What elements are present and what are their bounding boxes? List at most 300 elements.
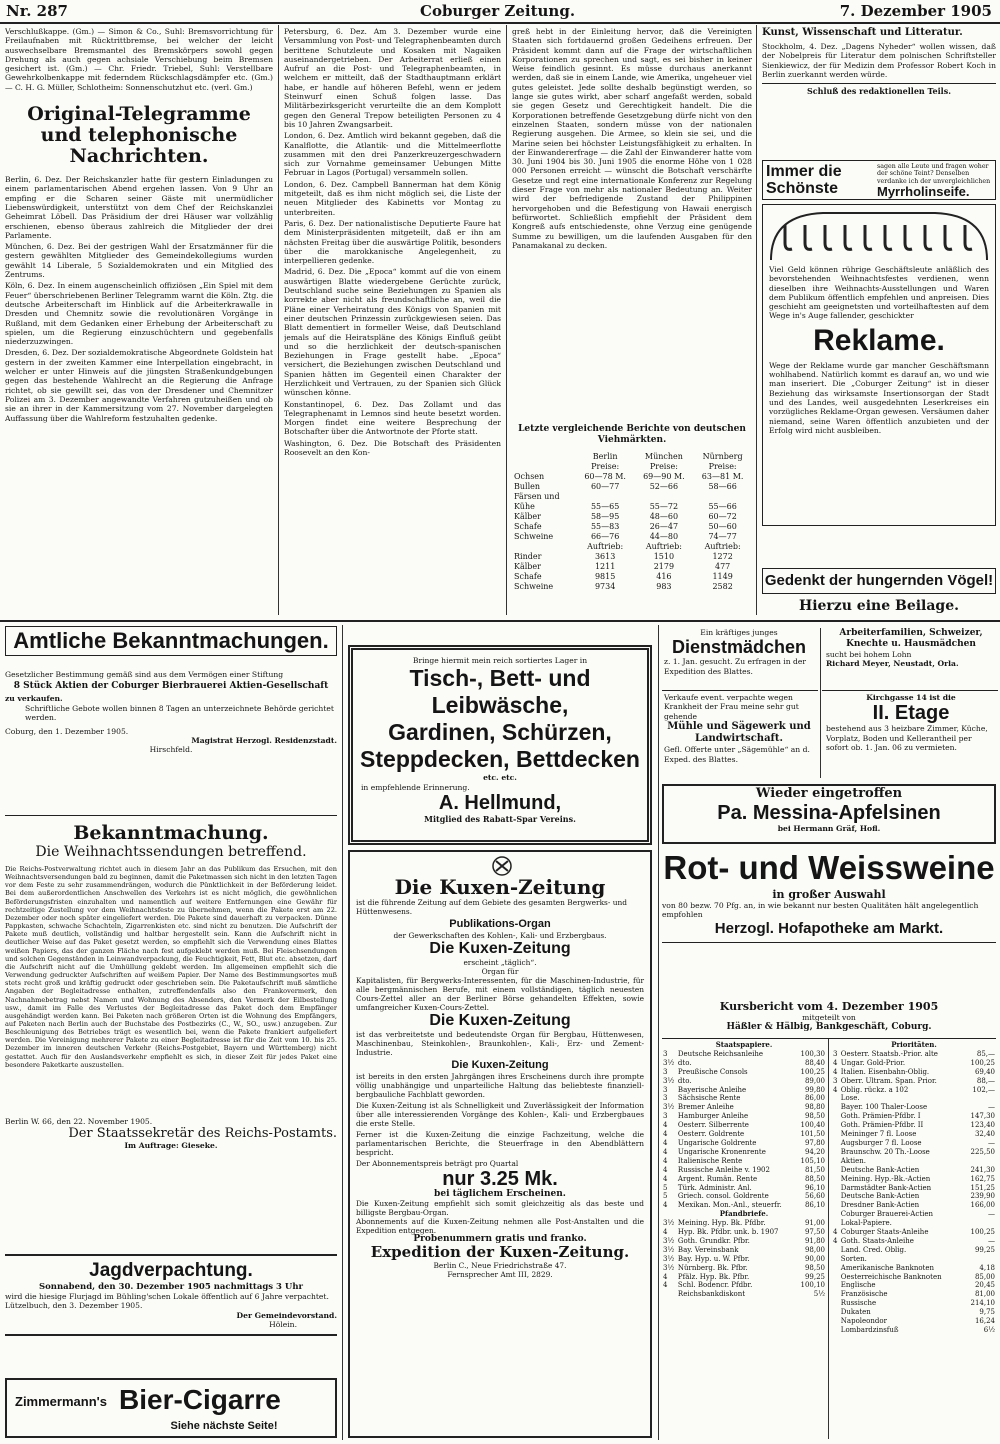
stock-price: — xyxy=(988,1210,995,1219)
stock-price: 239,90 xyxy=(970,1192,995,1201)
stock-rate: 4 xyxy=(663,1165,668,1174)
stock-rate xyxy=(832,1255,840,1264)
kuxen-title4: Die Kuxen-Zeitung xyxy=(451,1059,549,1071)
stock-group-header xyxy=(832,1041,996,1050)
stock-name: Lokal-Papiere. xyxy=(840,1219,892,1228)
stock-name: Englische xyxy=(840,1281,876,1290)
postal-title: Bekanntmachung. xyxy=(5,815,337,844)
stock-row xyxy=(662,1246,826,1255)
hunting-sign2: Hölein. xyxy=(269,1320,297,1330)
kuxen-organ-sub: der Gewerkschaften des Kohlen-, Kali- und Erzbergbaus. xyxy=(393,931,607,940)
column-2 xyxy=(284,27,501,615)
stock-rate: 3½ xyxy=(663,1236,675,1245)
kuxen-daily: erscheint „täglich“. xyxy=(463,958,537,967)
market-value: 52—66 xyxy=(649,482,679,491)
market-row xyxy=(512,562,752,572)
stock-rate xyxy=(832,1112,840,1121)
stock-name: Augsburger 7 fl. Loose xyxy=(840,1138,922,1147)
market-city: Nürnberg xyxy=(702,452,743,461)
stock-price: — xyxy=(988,1103,995,1112)
kuxen-organ: Publikations-Organ xyxy=(449,918,551,930)
stock-name: dto. xyxy=(677,1058,692,1067)
hunting-date: Sonnabend, den 30. Dezember 1905 nachmittags 3 Uhr xyxy=(39,1282,303,1292)
oranges-dealer: bei Hermann Gräf, Hofl. xyxy=(777,824,881,833)
stock-price: 20,45 xyxy=(974,1281,995,1290)
stock-row xyxy=(832,1201,996,1210)
stock-price: 88,40 xyxy=(804,1058,825,1067)
stock-rate xyxy=(832,1201,840,1210)
stock-price: 98,00 xyxy=(804,1245,825,1254)
issue-number: Nr. 287 xyxy=(6,2,68,20)
market-row xyxy=(512,532,752,542)
column-3 xyxy=(512,27,752,417)
stock-price: 56,60 xyxy=(804,1192,825,1201)
stock-price: 81,50 xyxy=(804,1165,825,1174)
official-sign: Magistrat Herzogl. Residenzstadt. xyxy=(191,736,337,746)
workers-title: Arbeiterfamilien, Schweizer, Knechte u. Hausmädchen xyxy=(839,628,983,649)
stock-price: — xyxy=(988,1138,995,1147)
stock-price: 4,18 xyxy=(979,1263,995,1272)
stock-rate: 3½ xyxy=(663,1254,675,1263)
kuxen-organ2: Organ für xyxy=(481,967,519,976)
reklame-body xyxy=(769,265,989,520)
stock-price: 162,75 xyxy=(970,1174,995,1183)
stock-price: 69,40 xyxy=(974,1067,995,1076)
news-madrid: Madrid, 6. Dez. Die „Epoca“ kommt auf die von einem auswärtigen Blatte wiedergebene Gerüchte zurück, Deutschland suche seine Beziehungen zu Spanien als korrekte aber nicht als freundschaftliche an, weil die Pläne einer Verheiratung des Königs von Spanien mit einer deutschen Prinzessin zurückgewiesen seien. Das Blatt dementiert in formeller Weise, daß Deutschland jemals auf die Heiratspläne des Königs Einfluß geübt und so die herzlichkeit der deutsch-spanischen Beziehungen in Frage gestellt habe. „Epoca“ versichert, die Beziehungen zwischen Deutschland und Spanien hätten im Gegenteil einen Charakter der Herzlichkeit und Vertrauen, zu der Spanien sich Glück wünschen könne. xyxy=(284,267,501,398)
news-koeln: Köln, 6. Dez. In einem augenscheinlich offiziösen „Ein Spiel mit dem Feuer“ überschriebenen Berliner Telegramm warnt die Köln. Ztg. die deutsche Arbeiterschaft im Hinblick auf die Arbeiterkrawalle in Dresden und Chemnitz sowie die revolutionären Vorgänge in Rußland, mit dem Gedanken einer Erhebung der Arbeiterschaft zu spielen, um die Regierung einzuschüchtern und gegebenfalls niederzuzwingen. xyxy=(5,281,273,347)
stock-name: Italienische Rente xyxy=(677,1156,743,1165)
hellmund-intro: Bringe hiermit mein reich sortiertes Lager in xyxy=(412,656,588,665)
stock-row xyxy=(832,1237,996,1246)
stock-name: Bremer Anleihe xyxy=(677,1103,734,1112)
stock-name: Pfälz. Hyp. Bk. Pfbr. xyxy=(677,1272,750,1281)
stock-price: 6½ xyxy=(983,1326,995,1334)
stock-name: Goth. Prämien-Pfdbr. I xyxy=(840,1112,921,1121)
hellmund-ad xyxy=(348,645,652,845)
kuxen-text7: Die Kuxen-Zeitung empfiehlt sich somit gleichzeitig als das beste und billigste Bergbau-Organ. xyxy=(356,1199,644,1217)
telegram-heading: Original-Telegramme und telephonische Nachrichten. xyxy=(27,103,251,168)
stock-name: Aktien. xyxy=(840,1156,867,1165)
market-value: 55—83 xyxy=(590,522,620,531)
workers-ad xyxy=(826,628,996,669)
stock-price: 86,00 xyxy=(804,1094,825,1103)
hellmund-line3: Steppdecken, Bettdecken xyxy=(360,746,640,773)
apartment-ad xyxy=(826,693,996,753)
official-intro: Gesetzlicher Bestimmung gemäß sind aus dem Vermögen einer Stiftung xyxy=(5,670,284,679)
stock-price: 32,40 xyxy=(974,1130,995,1139)
stock-row xyxy=(662,1237,826,1246)
stock-row xyxy=(832,1068,996,1077)
market-row xyxy=(512,512,752,522)
market-value: 60—72 xyxy=(708,512,737,521)
market-label: Schafe xyxy=(514,522,542,531)
stock-row xyxy=(832,1086,996,1095)
market-value: 63—81 M. xyxy=(701,472,744,481)
stock-name: Ungarische Kronenrente xyxy=(677,1147,766,1156)
stock-rate: 4 xyxy=(833,1236,838,1245)
stock-sub: mitgeteilt von xyxy=(802,1013,856,1022)
cigar-note: Siehe nächste Seite! xyxy=(170,1420,278,1432)
stock-rate xyxy=(832,1157,840,1166)
stock-rate: 3½ xyxy=(663,1076,675,1085)
market-value: 60—78 M. xyxy=(584,472,626,481)
column-1 xyxy=(5,27,273,615)
mill-text2: Gefl. Offerte unter „Sägemühle“ an d. Exped. des Blattes. xyxy=(664,745,810,764)
kuxen-probe: Probenummern gratis und franko. xyxy=(413,1234,587,1244)
kuxen-text6: Ferner ist die Kuxen-Zeitung die einzige Fachzeitung, welche die parlamentarischen Berichte, die Steuerfrage in den Abendblättern bespricht. xyxy=(356,1130,644,1157)
stock-price: 9,75 xyxy=(979,1308,995,1317)
stock-row xyxy=(662,1086,826,1095)
stock-name: Bayer. 100 Thaler-Loose xyxy=(840,1103,928,1112)
stock-row xyxy=(662,1121,826,1130)
ornament-border-icon xyxy=(763,205,995,265)
stock-title: Kursbericht vom 4. Dezember 1905 xyxy=(719,1000,939,1013)
stock-price: 99,25 xyxy=(804,1272,825,1281)
stock-rate xyxy=(832,1273,840,1282)
stock-row xyxy=(662,1290,826,1299)
market-row xyxy=(512,582,752,592)
stock-name: Oesterreichische Banknoten xyxy=(840,1272,942,1281)
stock-price xyxy=(964,1157,996,1166)
reklame-word: Reklame. xyxy=(813,323,945,357)
stock-rate xyxy=(832,1246,840,1255)
stock-name: Italien. Eisenbahn-Oblig. xyxy=(840,1067,930,1076)
stock-rate xyxy=(832,1326,840,1335)
stock-rate xyxy=(832,1264,840,1273)
postal-sign2: Im Auftrage: Gieseke. xyxy=(124,1141,218,1151)
stock-price: 166,00 xyxy=(970,1201,995,1210)
stock-name: Oberr. Ultram. Span. Prior. xyxy=(840,1076,937,1085)
stock-row xyxy=(832,1166,996,1175)
kuxen-title3: Die Kuxen-Zeitung xyxy=(429,1012,571,1029)
stock-name: Deutsche Reichsanleihe xyxy=(677,1049,764,1058)
stock-rate xyxy=(832,1281,840,1290)
reklame-text-b: Wege der Reklame wurde gar mancher Geschäftsmann wohlhabend. Natürlich kommt es darauf an, wo und wie man inseriert. Die „Coburger Zeitung“ ist in dieser Beziehung das wirksamste Insertionsorgan der Stadt und des Landes, weil ausgedehnten Leserkreises ein vorzügliches Reklame-Organ gewesen. Versäumen daher niemand, seine Waren öffentlich anzubieten und der Erfolg wird nicht ausbleiben. xyxy=(769,360,989,435)
market-value: 58—95 xyxy=(590,512,620,521)
stock-name: Meining. Hyp. Bk. Pfdbr. xyxy=(677,1219,766,1228)
birds-appeal: Gedenkt der hungernden Vögel! xyxy=(762,568,996,594)
market-label: Schweine xyxy=(514,582,554,591)
stock-name: Land. Cred. Oblig. xyxy=(840,1245,907,1254)
kuxen-text3: ist das verbreitetste und bedeutendste Organ für Bergbau, Hüttenwesen, Maschinenbau, Steinkohlen-, Braunkohlen-, Kali-, Erz- und Zement-Industrie. xyxy=(356,1030,644,1057)
stock-price: 98,50 xyxy=(804,1112,825,1121)
stock-row xyxy=(662,1112,826,1121)
cattle-market-report xyxy=(512,424,752,592)
stock-row xyxy=(832,1192,996,1201)
ornament-hook-icon xyxy=(845,225,852,249)
news-konstantinopel: Konstantinopel, 6. Dez. Das Zollamt und das Telegraphenamt in Lemnos sind heute besetzt worden. Morgen findet eine weitere Besprechung der Botschafter über die Antwortnote der Pforte statt. xyxy=(284,399,501,437)
news-petersburg: Petersburg, 6. Dez. Am 3. Dezember wurde eine Versammlung von Post- und Telegraphenbeamten durch berittene Schutzleute und Kosaken mit Nagaiken auseinandergetrieben. Der Arbeiterrat erließ einen Aufruf an die Post- und Telegraphenbeamten, in welchem er mitteilt, daß der Stadthauptmann erklärt habe, er handle auf höheren Befehl, wenn er jedem Steinwurf einen Schuß folgen lasse. Das Militärbezirksgericht verurteilte die an dem Komplott gegen den General Trepow beteiligten Personen zu 4 bis 10 Jahren Zwangsarbeit. xyxy=(284,27,501,129)
stock-price: 151,25 xyxy=(970,1183,995,1192)
stock-rate xyxy=(832,1308,840,1317)
market-row xyxy=(512,472,752,482)
stock-rate xyxy=(832,1148,840,1157)
stock-row xyxy=(662,1166,826,1175)
stock-rate: 3 xyxy=(663,1067,668,1076)
ornament-hook-icon xyxy=(885,225,892,249)
kuxen-body xyxy=(350,852,650,1279)
stock-row xyxy=(832,1184,996,1193)
kuxen-ad xyxy=(348,850,652,1438)
stock-price xyxy=(964,1219,996,1228)
stock-row xyxy=(832,1077,996,1086)
ornament-hook-icon xyxy=(945,225,952,249)
stock-rate: 3 xyxy=(663,1085,668,1094)
stock-rate: 4 xyxy=(663,1281,668,1290)
wine-title: Rot- und Weissweine xyxy=(663,849,995,886)
postal-text: Die Reichs-Postverwaltung richtet auch in diesem Jahr an das Publikum das Ersuchen, mit den Weihnachtsversendungen bald zu beginnen, damit die Paketmassen sich nicht in den letzten Tagen vor dem Feste zu sehr zusammendrängen, wodurch die Pünktlichkeit in der Beförderung leidet. Bei dem außerordentlichen Anschwellen des Verkehrs ist es nicht möglich, die gewöhnlichen Beförderungsfristen einzuhalten und namentlich auf weitere Entfernungen eine Gewähr für rechtzeitige Zustellung vor dem Weihnachtsfeste zu übernehmen, wenn die Pakete erst am 22. Dezember oder noch später eingeliefert werden. Die Pakete sind dauerhaft zu verpacken. Dünne Pappkasten, schwache Schachteln, Zigarrenkisten etc. sind nicht zu benutzen. Die Aufschrift der Pakete muß deutlich, vollständig und haltbar hergestellt sein. Kann die Aufschrift nicht in deutlicher Weise auf das Paket gesetzt werden, so empfiehlt sich die Verwendung eines Blattes weißen Papiers, das der ganzen Fläche nach fest aufgeklebt werden muß. Bei Fleischsendungen und solchen Gegenständen in Leinwandverpackung, die Feuchtigkeit, Fett, Blut etc. absetzen, darf die Aufschrift nicht auf die Umhüllung geklebt werden. Im allgemeinen empfiehlt sich die Verwendung gedruckter Aufschriften auf weißem Papier. Der Name des Bestimmungsortes muß stets recht groß und kräftig gedruckt oder geschrieben sein. Die Paketaufschrift muß sämtliche Angaben der Begleitadresse enthalten, zutreffendenfalls also den Frankovermerk, den Nachnahmebetrag nebst Namen und Wohnung des Absenders, den Vermerk der Eilbestellung usw., damit im Falle des Verlustes der Begleitadresse das Paket doch dem Empfänger ausgehändigt werden kann. Bei Paketen nach größeren Orten ist die Wohnung des Empfängers, auf Paketen nach Berlin auch der Buchstabe des Postbezirks (C., W., SO., usw.) anzugeben. Zur Beschleunigung des Betriebes trägt es wesentlich bei, wenn die Pakete frankiert aufgeliefert werden. Die Vereinigung mehrerer Pakete zu einer Begleitadresse ist für die Zeit vom 10. bis 25. Dezember im inneren deutschen Verkehr (Reichs-Postgebiet, Bayern und Württemberg) nicht gestattet. Auch für den Auslandsverkehr empfiehlt es sich, in dieser Zeit für jedes Paket eine besondere Paketkarte auszustellen. xyxy=(5,865,337,1069)
stock-rate: 3 xyxy=(663,1112,668,1121)
stock-rate: 4 xyxy=(663,1156,668,1165)
stock-row xyxy=(662,1050,826,1059)
stock-name: Argent. Rumän. Rente xyxy=(677,1174,758,1183)
stock-rate: 3½ xyxy=(663,1058,675,1067)
market-value: 1211 xyxy=(594,562,616,571)
stock-group-title: Staatspapiere. xyxy=(715,1040,773,1049)
market-row xyxy=(512,492,752,502)
stock-price: 86,10 xyxy=(804,1201,825,1210)
stock-rate xyxy=(832,1139,840,1148)
market-value: 55—72 xyxy=(649,502,679,511)
market-label: Bullen xyxy=(514,482,541,491)
stock-rate: 5 xyxy=(663,1192,668,1201)
stock-price: 100,30 xyxy=(800,1049,825,1058)
postal-place: Berlin W. 66, den 22. November 1905. xyxy=(5,1117,153,1126)
market-value: 1272 xyxy=(712,552,733,561)
kuxen-price: nur 3.25 Mk. xyxy=(442,1168,558,1190)
stock-price: 100,25 xyxy=(970,1228,995,1237)
stock-row xyxy=(662,1255,826,1264)
stock-rate: 3 xyxy=(833,1076,838,1085)
stock-rate: 4 xyxy=(833,1228,838,1237)
mill-title: Mühle und Sägewerk und Landwirtschaft. xyxy=(667,721,811,745)
wine-sub: in großer Auswahl xyxy=(772,888,886,901)
kuxen-title2: Die Kuxen-Zeitung xyxy=(429,940,571,957)
stock-row xyxy=(832,1103,996,1112)
stock-row xyxy=(832,1112,996,1121)
maid-title: Dienstmädchen xyxy=(671,637,807,658)
stock-row xyxy=(832,1148,996,1157)
stock-rate: 4 xyxy=(663,1272,668,1281)
stock-row xyxy=(662,1228,826,1237)
market-value: 9815 xyxy=(594,572,616,581)
stock-price: 147,30 xyxy=(970,1112,995,1121)
stock-row xyxy=(662,1139,826,1148)
ornament-hook-icon xyxy=(825,225,832,249)
stock-name: Oesterr. Silberrente xyxy=(677,1121,749,1130)
stock-rate: 5 xyxy=(663,1183,668,1192)
maid-intro: Ein kräftiges junges xyxy=(700,628,778,637)
hunting-sign: Der Gemeindevorstand. xyxy=(236,1310,337,1320)
stock-name: dto. xyxy=(677,1076,692,1085)
stock-name: Griech. consol. Goldrente xyxy=(677,1192,769,1201)
stock-name: Goth. Grundkr. Pfbr. xyxy=(677,1236,750,1245)
stock-name: Türk. Administr. Anl. xyxy=(677,1183,752,1192)
kuxen-title: Die Kuxen-Zeitung xyxy=(394,875,606,899)
stock-row xyxy=(832,1317,996,1326)
ornament-hook-icon xyxy=(925,225,932,249)
stock-price: 90,00 xyxy=(804,1254,825,1263)
market-value: 2582 xyxy=(712,582,733,591)
column-4 xyxy=(762,27,996,96)
stock-price: 85,— xyxy=(976,1049,995,1058)
stock-row xyxy=(832,1246,996,1255)
stock-name: Goth. Prämien-Pfdbr. II xyxy=(840,1121,924,1130)
stock-row xyxy=(832,1139,996,1148)
official-text: Schriftliche Gebote wollen binnen 8 Tagen an unterzeichnete Behörde gerichtet werden. xyxy=(25,703,334,723)
stock-row xyxy=(662,1157,826,1166)
oranges-title: Wieder eingetroffen xyxy=(755,786,903,801)
stock-rate: 3½ xyxy=(663,1103,675,1112)
stock-row xyxy=(832,1326,996,1335)
issue-date: 7. Dezember 1905 xyxy=(839,2,992,20)
market-row xyxy=(512,482,752,492)
stock-price: 91,80 xyxy=(804,1236,825,1245)
kuxen-expedition: Expedition der Kuxen-Zeitung. xyxy=(370,1243,630,1261)
cigar-ad xyxy=(5,1378,337,1438)
stock-price: 214,10 xyxy=(970,1299,995,1308)
market-label: Kälber xyxy=(514,512,541,521)
stock-rate xyxy=(832,1219,840,1228)
stock-group-header xyxy=(662,1041,826,1050)
market-value xyxy=(635,492,694,502)
stock-rate: 4 xyxy=(833,1067,838,1076)
official-notices xyxy=(5,626,337,755)
stock-name: Ungarische Goldrente xyxy=(677,1138,757,1147)
market-value: 1510 xyxy=(653,552,675,561)
stock-price: 85,00 xyxy=(974,1272,995,1281)
stock-name: Deutsche Bank-Actien xyxy=(840,1165,920,1174)
market-value xyxy=(576,492,635,502)
mill-text1: Verkaufe event. verpachte wegen Krankheit der Frau meine sehr gut gehende xyxy=(664,693,799,721)
cigar-product: Bier-Cigarre xyxy=(119,1384,281,1415)
stock-name: Dukaten xyxy=(840,1308,871,1317)
stock-name: Bay. Vereinsbank xyxy=(677,1245,739,1254)
stock-rate xyxy=(832,1175,840,1184)
postal-sign: Der Staatssekretär des Reichs-Postamts. xyxy=(68,1126,337,1142)
wine-text: von 80 bezw. 70 Pfg. an, in wie bekannt nur besten Qualitäten hält angelegentlich empfohlen xyxy=(662,901,979,920)
stock-name: Russische Anleihe v. 1902 xyxy=(677,1165,770,1174)
stock-row xyxy=(832,1157,996,1166)
maid-ad xyxy=(664,628,814,676)
stock-price: 81,00 xyxy=(974,1290,995,1299)
stock-row xyxy=(832,1228,996,1237)
market-row xyxy=(512,522,752,532)
hellmund-etc: etc. etc. xyxy=(483,773,517,783)
stock-price: 96,10 xyxy=(804,1183,825,1192)
ornament-hook-icon xyxy=(805,225,812,249)
kunst-text: Stockholm, 4. Dez. „Dagens Nyheder“ wollen wissen, daß der Nobelpreis für Literatur dem polnischen Schriftsteller Sienkiewicz, der für Medizin dem Professor Robert Koch in Berlin zuerkannt werden würde. xyxy=(762,42,996,79)
market-value: 26—47 xyxy=(649,522,679,531)
stock-rate: 4 xyxy=(663,1147,668,1156)
myrrholin-ad xyxy=(762,160,996,200)
news-paris: Paris, 6. Dez. Der nationalistische Deputierte Faure hat dem Ministerpräsidenten mitgeteilt, daß er ihn am nächsten Freitag über die auswärtige Politik, besonders über die marokkanische Angelegenheit, zu interpellieren gedenke. xyxy=(284,218,501,266)
stock-name: Sorten. xyxy=(840,1254,867,1263)
market-label: Ochsen xyxy=(514,472,545,481)
apartment-text1: Kirchgasse 14 ist die xyxy=(866,693,956,702)
stock-row xyxy=(832,1121,996,1130)
stock-price: 100,40 xyxy=(800,1121,825,1130)
market-row xyxy=(512,572,752,582)
stock-row xyxy=(832,1255,996,1264)
stock-row xyxy=(662,1103,826,1112)
market-value xyxy=(693,492,752,502)
stock-name: Russische xyxy=(840,1299,877,1308)
market-value: 1149 xyxy=(712,572,733,581)
stock-name: Sächsische Rente xyxy=(677,1094,741,1103)
market-value: 74—77 xyxy=(708,532,737,541)
stock-row xyxy=(832,1050,996,1059)
official-place: Coburg, den 1. Dezember 1905. xyxy=(5,726,129,736)
market-label: Schafe xyxy=(514,572,542,581)
stock-price: 16,24 xyxy=(974,1317,995,1326)
mill-ad xyxy=(664,693,814,764)
hammer-pick-icon xyxy=(490,856,514,876)
price-header: Preise: xyxy=(708,462,737,471)
hunting-text: wird die hiesige Flurjagd im Bühling'schen Lokale öffentlich auf 6 Jahre verpachtet. xyxy=(5,1292,329,1301)
kunst-title: Kunst, Wissenschaft und Litteratur. xyxy=(762,27,963,38)
stock-price: 99,25 xyxy=(974,1245,995,1254)
stock-name: Schl. Bodencr. Pfdbr. xyxy=(677,1281,753,1290)
stock-table-right xyxy=(832,1041,996,1335)
ornament-hook-icon xyxy=(785,225,792,249)
stock-price: 97,50 xyxy=(804,1228,825,1237)
stock-group-header xyxy=(662,1210,826,1219)
market-value: 48—60 xyxy=(649,512,679,521)
stock-rate xyxy=(832,1290,840,1299)
news-london-2: London, 6. Dez. Campbell Bannerman hat dem König mitgeteilt, daß es ihm nicht möglich sei, die Liste der neuen Mitglieder des Kabinetts vor Montag zu unterbreiten. xyxy=(284,179,501,217)
hunting-title: Jagdverpachtung. xyxy=(89,1260,253,1281)
stock-name: Coburger Brauerei-Actien xyxy=(840,1210,933,1219)
stock-name: Reichsbankdiskont xyxy=(677,1290,746,1299)
stock-name: Coburger Staats-Anleihe xyxy=(840,1228,929,1237)
market-city: München xyxy=(644,452,683,461)
masthead xyxy=(0,0,1000,24)
stock-price: 88,50 xyxy=(804,1174,825,1183)
stock-rate xyxy=(832,1210,840,1219)
stock-row xyxy=(832,1130,996,1139)
price-header: Preise: xyxy=(649,462,678,471)
stock-name: Napoleondor xyxy=(840,1317,887,1326)
stock-rate xyxy=(662,1290,677,1299)
stock-price: 99,80 xyxy=(804,1085,825,1094)
stock-row xyxy=(832,1290,996,1299)
stock-row xyxy=(662,1192,826,1201)
stock-row xyxy=(832,1210,996,1219)
stock-rate: 4 xyxy=(663,1228,668,1237)
stock-rate xyxy=(832,1121,840,1130)
market-label: Schweine xyxy=(514,532,554,541)
stock-row xyxy=(662,1077,826,1086)
editorial-end-note: Schluß des redaktionellen Teils. xyxy=(762,83,996,96)
ornament-hook-icon xyxy=(965,225,972,249)
ornament-hook-icon xyxy=(905,225,912,249)
news-berlin: Berlin, 6. Dez. Der Reichskanzler hatte für gestern Einladungen zu einem parlamentarischen Abend ergehen lassen. Von 9 Uhr an empfing er die Scharen seiner Gäste mit unermüdlicher Liebenswürdigkeit, unterstützt von dem Chef der Reichskanzlei Geheimrat Löbell. Das Präsidium der drei Häuser war vollzählig erschienen, ebenso überaus zahlreich die Mitglieder der drei Parlamente. xyxy=(5,175,273,240)
stock-row xyxy=(662,1219,826,1228)
myrrholin-brand: Myrrholinseife. xyxy=(877,184,970,199)
stock-row xyxy=(832,1264,996,1273)
kuxen-abo: Der Abonnementspreis beträgt pro Quartal xyxy=(356,1159,519,1168)
stock-rate: 4 xyxy=(833,1085,838,1094)
stock-rate: 4 xyxy=(663,1201,668,1210)
stock-name: Bay. Hyp. u. W. Pfbr. xyxy=(677,1254,750,1263)
official-item: 8 Stück Aktien der Coburger Bierbrauerei Aktien-Gesellschaft xyxy=(13,681,329,692)
news-dresden: Dresden, 6. Dez. Der sozialdemokratische Abgeordnete Goldstein hat gestern in der zweiten Kammer eine Interpellation eingebracht, in welcher er unter Hinweis auf die jüngsten Straßenkundgebungen gegen das bestehende Wahlrecht an die Regierung die Anfrage richtet, ob sie gewillt sei, das von der Dresdener und Chemnitzer Polizei am 3. Dezember angewandte Verfahren gutzuheißen und ob sie an ihrer in der Kammersitzung vom 27. November dargelegten Auffassung über die Wahlreform festzuhalten gedenke. xyxy=(5,348,273,423)
stock-rate: 3 xyxy=(833,1049,838,1058)
postal-notice xyxy=(5,815,337,1151)
supplement-note: Hierzu eine Beilage. xyxy=(798,598,960,614)
stock-group-title: Pfandbriefe. xyxy=(719,1209,769,1219)
